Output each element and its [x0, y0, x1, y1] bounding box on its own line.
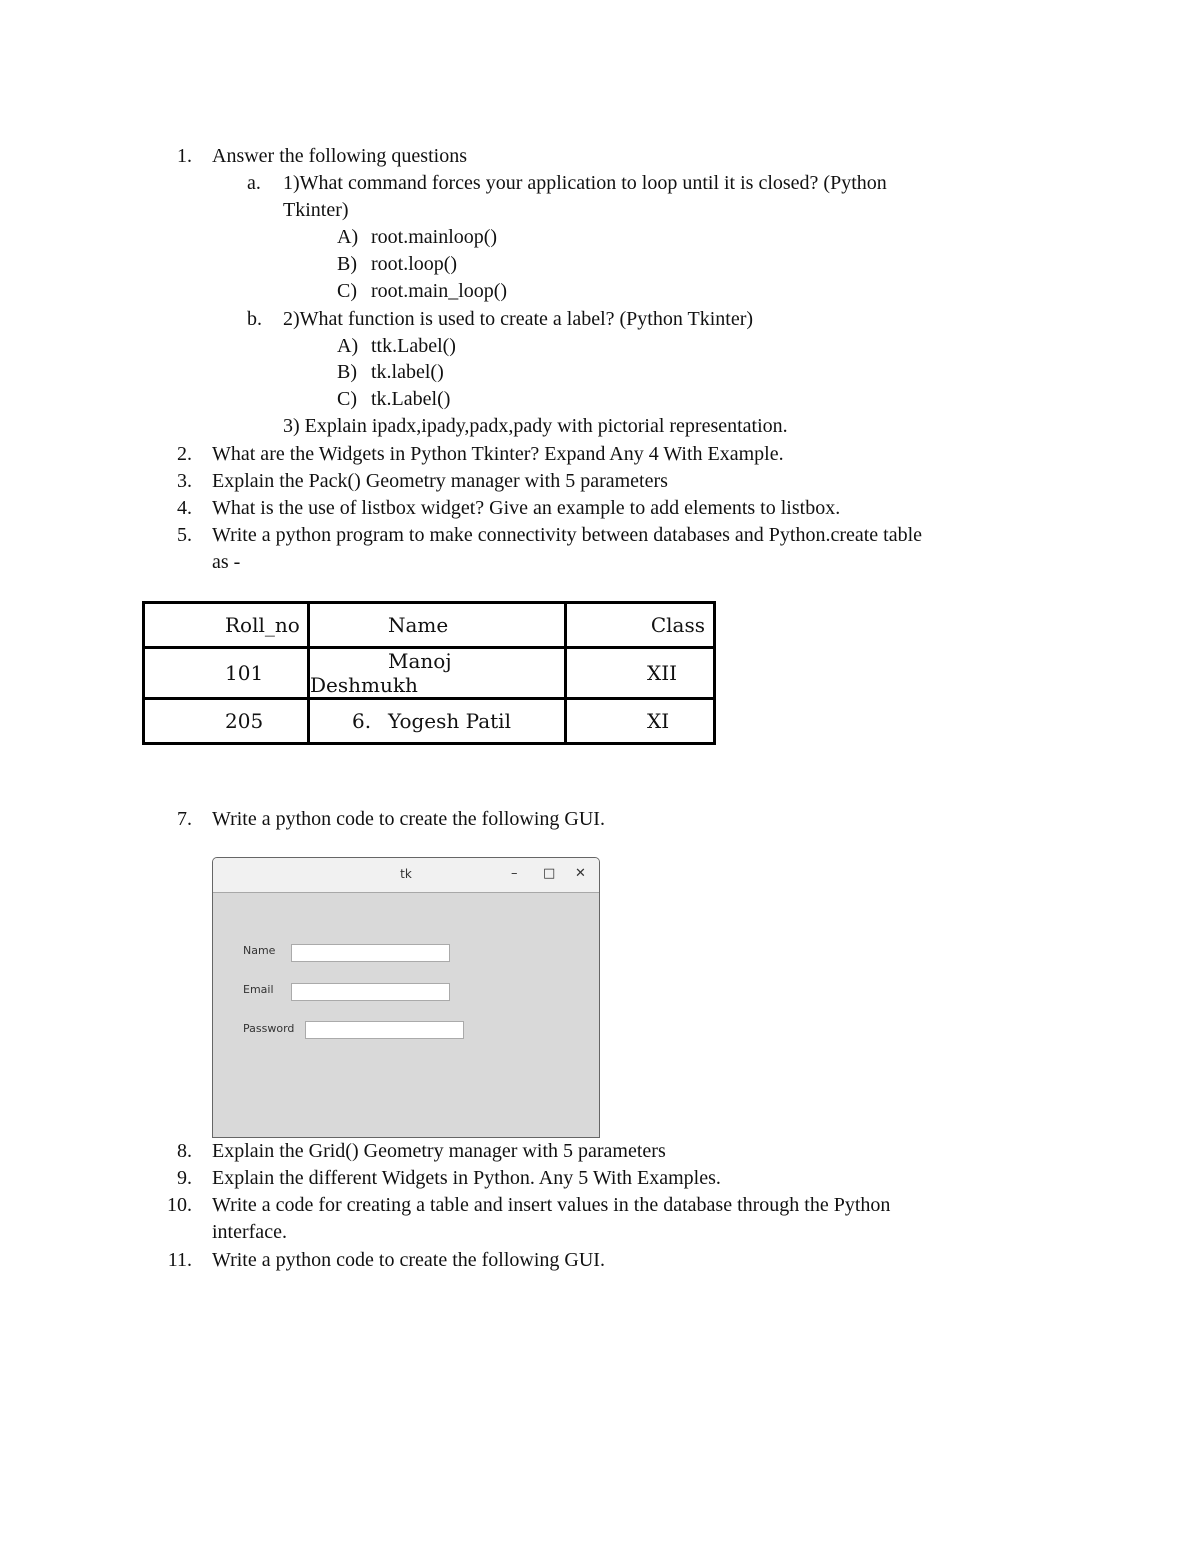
email-label: Email — [243, 983, 274, 996]
maximize-icon: □ — [543, 866, 556, 881]
table-row — [144, 699, 715, 744]
q9-text: Explain the different Widgets in Python. Any 5 With Examples. — [212, 1167, 721, 1189]
window-titlebar — [213, 858, 599, 893]
q7-number: 7. — [177, 808, 192, 830]
q2-number: 2. — [177, 443, 192, 465]
header-roll: Roll_no — [144, 603, 309, 648]
qb-option-b-letter: B) — [337, 361, 357, 383]
qb-text: 2)What function is used to create a label? (Python Tkinter) — [283, 308, 754, 330]
qa-number: a. — [247, 172, 261, 194]
qa-option-c: root.main_loop() — [371, 280, 508, 302]
tk-window-image — [212, 857, 600, 1138]
qb-option-a: ttk.Label() — [371, 335, 456, 357]
q7-text: Write a python code to create the following GUI. — [212, 808, 605, 830]
q5-text-line1: Write a python program to make connectivity between databases and Python.create table — [212, 524, 923, 546]
cell-name: 6. Yogesh Patil — [309, 699, 566, 744]
table-header-row — [144, 603, 715, 648]
student-table — [142, 601, 716, 745]
q1-text: Answer the following questions — [212, 145, 467, 167]
q3-text: Explain the Pack() Geometry manager with 5 parameters — [212, 470, 668, 492]
email-entry — [291, 983, 450, 1001]
q10-text-line1: Write a code for creating a table and insert values in the database through the Python — [212, 1194, 891, 1216]
cell-class: XI — [566, 699, 715, 744]
q1-number: 1. — [177, 145, 192, 167]
password-entry — [305, 1021, 464, 1039]
list-number-6: 6. — [352, 709, 372, 733]
header-name: Name — [309, 603, 566, 648]
q5-number: 5. — [177, 524, 192, 546]
q9-number: 9. — [177, 1167, 192, 1189]
cell-name: Manoj Deshmukh — [309, 648, 566, 699]
password-label: Password — [243, 1022, 295, 1035]
close-icon: ✕ — [575, 866, 586, 881]
qa-text-line1: 1)What command forces your application to loop until it is closed? (Python — [283, 172, 887, 194]
cell-roll: 205 — [144, 699, 309, 744]
qb-option-a-letter: A) — [337, 335, 359, 357]
qb-option-c: tk.Label() — [371, 388, 451, 410]
qa-option-b-letter: B) — [337, 253, 357, 275]
q3-number: 3. — [177, 470, 192, 492]
cell-roll: 101 — [144, 648, 309, 699]
name-label: Name — [243, 944, 276, 957]
q10-number: 10. — [167, 1194, 192, 1216]
q3sub-text: 3) Explain ipadx,ipady,padx,pady with pictorial representation. — [283, 415, 788, 437]
qb-option-b: tk.label() — [371, 361, 444, 383]
cell-class: XII — [566, 648, 715, 699]
q8-number: 8. — [177, 1140, 192, 1162]
q11-text: Write a python code to create the following GUI. — [212, 1249, 605, 1271]
q4-text: What is the use of listbox widget? Give an example to add elements to listbox. — [212, 497, 841, 519]
qa-option-b: root.loop() — [371, 253, 458, 275]
qa-option-c-letter: C) — [337, 280, 357, 302]
table-row — [144, 648, 715, 699]
name-entry — [291, 944, 450, 962]
header-class: Class — [566, 603, 715, 648]
q2-text: What are the Widgets in Python Tkinter? Expand Any 4 With Example. — [212, 443, 784, 465]
q4-number: 4. — [177, 497, 192, 519]
q10-text-line2: interface. — [212, 1221, 287, 1243]
qa-text-line2: Tkinter) — [283, 199, 349, 221]
q8-text: Explain the Grid() Geometry manager with 5 parameters — [212, 1140, 666, 1162]
q5-text-line2: as - — [212, 551, 241, 573]
qb-option-c-letter: C) — [337, 388, 357, 410]
window-title: tk — [400, 867, 412, 881]
qb-number: b. — [247, 308, 262, 330]
minimize-icon: – — [511, 866, 518, 881]
qa-option-a: root.mainloop() — [371, 226, 498, 248]
q11-number: 11. — [167, 1249, 192, 1271]
qa-option-a-letter: A) — [337, 226, 359, 248]
